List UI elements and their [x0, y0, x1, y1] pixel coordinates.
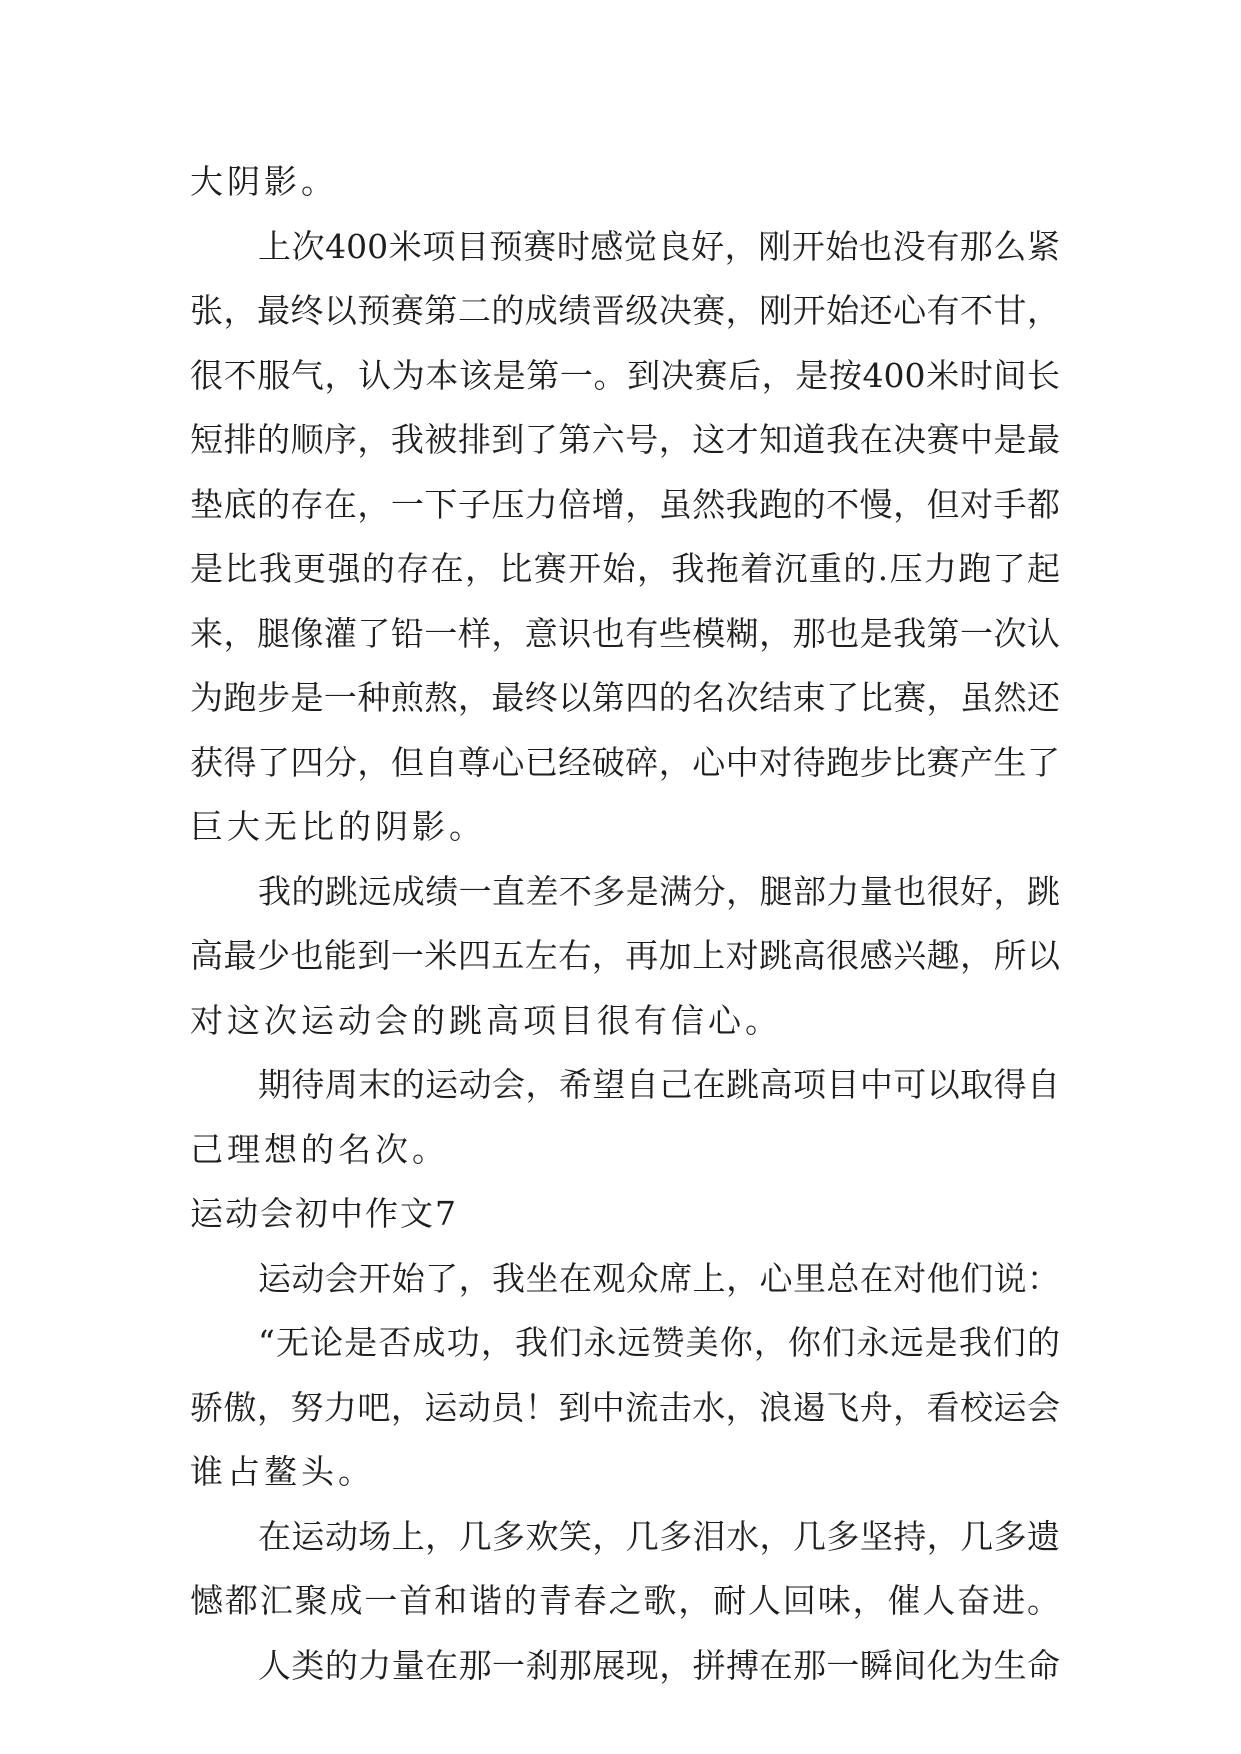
text-line: 为跑步是一种煎熬，最终以第四的名次结束了比赛，虽然还	[190, 678, 1060, 717]
text-line: 在运动场上，几多欢笑，几多泪水，几多坚持，几多遗	[258, 1516, 1060, 1556]
text-line: 上次400米项目预赛时感觉良好，刚开始也没有那么紧	[258, 226, 1060, 266]
text-line: 运动会开始了，我坐在观众席上，心里总在对他们说：	[258, 1258, 1060, 1298]
text-line: 来，腿像灌了铅一样，意识也有些模糊，那也是我第一次认	[190, 613, 1060, 653]
text-line: 垫底的存在，一下子压力倍增，虽然我跑的不慢，但对手都	[190, 484, 1060, 524]
text-line: 期待周末的运动会，希望自己在跳高项目中可以取得自	[258, 1065, 1060, 1104]
text-line: 对这次运动会的跳高项目很有信心。	[190, 1000, 782, 1040]
text-line: “无论是否成功，我们永远赞美你，你们永远是我们的	[258, 1323, 1060, 1362]
text-line: 短排的顺序，我被排到了第六号，这才知道我在决赛中是最	[190, 420, 1060, 459]
text-line: 高最少也能到一米四五左右，再加上对跳高很感兴趣，所以	[190, 936, 1060, 975]
text-line: 是比我更强的存在，比赛开始，我拖着沉重的.压力跑了起	[190, 549, 1060, 588]
text-line: 我的跳远成绩一直差不多是满分，腿部力量也很好，跳	[258, 871, 1060, 911]
text-line: 谁占鳌头。	[190, 1452, 375, 1491]
section-heading: 运动会初中作文7	[190, 1194, 458, 1233]
text-line: 巨大无比的阴影。	[190, 807, 486, 846]
text-line: 大阴影。	[190, 162, 338, 201]
text-line: 骄傲，努力吧，运动员！到中流击水，浪遏飞舟，看校运会	[190, 1387, 1060, 1427]
document-body	[190, 150, 1060, 1698]
text-line: 己理想的名次。	[190, 1129, 449, 1169]
text-line: 憾都汇聚成一首和谐的青春之歌，耐人回味，催人奋进。	[190, 1581, 1060, 1620]
text-line: 张，最终以预赛第二的成绩晋级决赛，刚开始还心有不甘，	[190, 291, 1060, 330]
text-line: 人类的力量在那一刹那展现，拼搏在那一瞬间化为生命	[258, 1645, 1060, 1685]
text-line: 获得了四分，但自尊心已经破碎，心中对待跑步比赛产生了	[190, 742, 1060, 782]
text-line: 很不服气，认为本该是第一。到决赛后，是按400米时间长	[190, 355, 1060, 395]
